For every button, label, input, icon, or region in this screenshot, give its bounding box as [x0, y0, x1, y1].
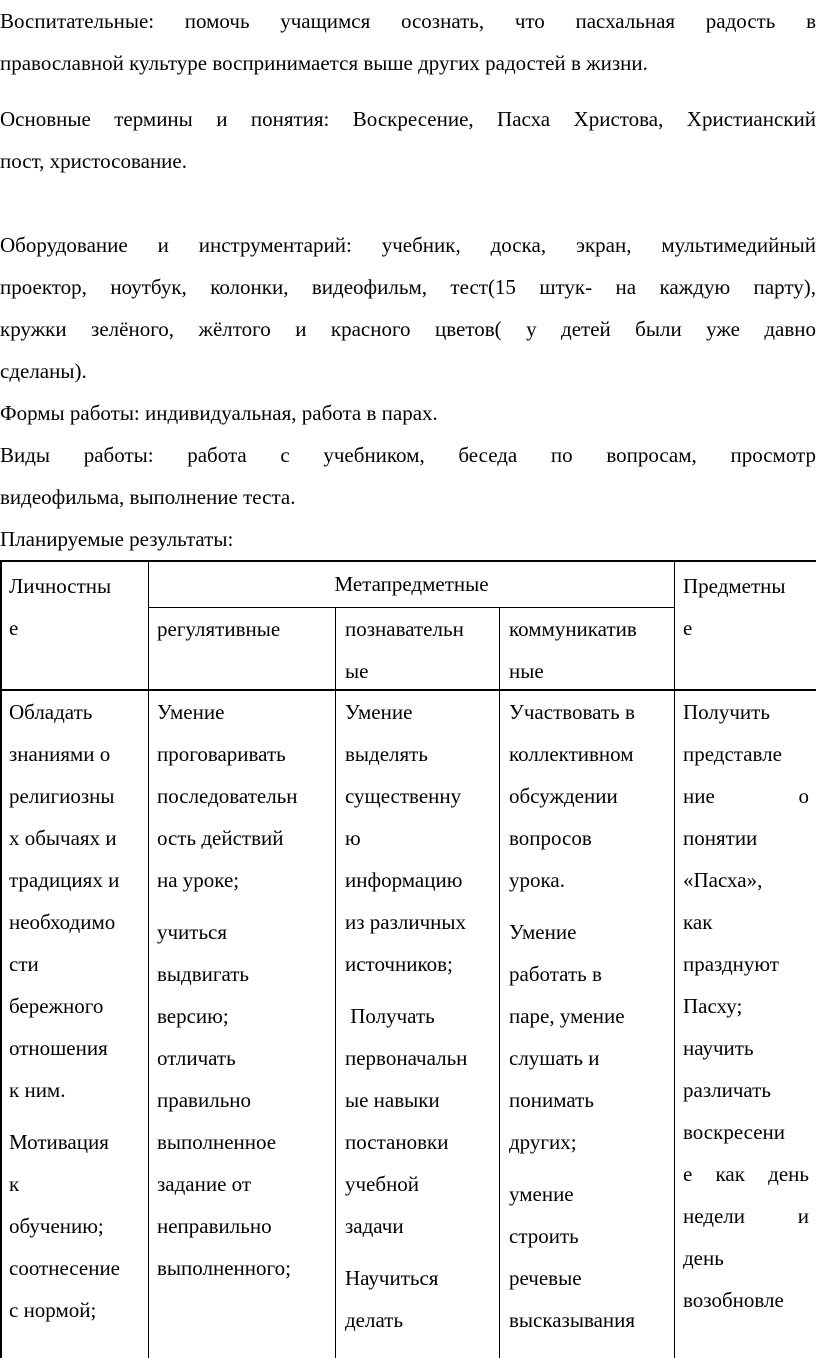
cell-text: ые навыки	[345, 1088, 440, 1112]
cell-regulative	[157, 691, 334, 1289]
header-text: Предметны	[683, 574, 786, 598]
cell-text: первоначальн	[345, 1046, 468, 1070]
cell-text: источников;	[345, 952, 453, 976]
cell-text: обсуждении	[509, 784, 618, 808]
text-line: видеофильма, выполнение теста.	[0, 485, 296, 509]
cell-text: последовательн	[157, 784, 298, 808]
table-border-col4	[674, 560, 675, 1358]
text-line: пост, христосование.	[0, 149, 187, 173]
cell-text: Получать	[345, 1004, 435, 1028]
paragraph-equipment	[0, 224, 816, 392]
cell-text: делать	[345, 1308, 404, 1332]
paragraph-educational	[0, 0, 816, 84]
table-border-top	[0, 560, 816, 562]
cell-text: воскресени	[683, 1120, 786, 1144]
cell-text: Научиться	[345, 1266, 439, 1290]
cell-text: существенну	[345, 784, 462, 808]
cell-text: понимать	[509, 1088, 594, 1112]
cell-text: е как день	[683, 1162, 809, 1186]
cell-text: задание от	[157, 1172, 252, 1196]
cell-text: информацию	[345, 868, 463, 892]
cell-text: Мотивация	[9, 1130, 109, 1154]
header-text: ные	[509, 659, 544, 683]
text-line: Воспитательные: помочь учащимся осознать, что пасхальная радость в	[0, 9, 816, 33]
cell-text: задачи	[345, 1214, 404, 1238]
cell-text: соотнесение	[9, 1256, 120, 1280]
cell-text: из различных	[345, 910, 467, 934]
cell-text: паре, умение	[509, 1004, 625, 1028]
cell-text: умение	[509, 1182, 574, 1206]
paragraph-planned-results	[0, 518, 816, 560]
cell-text: религиозны	[9, 784, 115, 808]
cell-text: празднуют	[683, 952, 779, 976]
text-line: Виды работы: работа с учебником, беседа по вопросам, просмотр	[0, 443, 816, 467]
table-border-col2	[335, 607, 336, 1358]
cell-subject	[683, 691, 809, 1321]
paragraph-terms	[0, 98, 816, 182]
cell-text: ость действий	[157, 826, 284, 850]
cell-text: коллективном	[509, 742, 634, 766]
cell-text: на уроке;	[157, 868, 240, 892]
cell-text: слушать и	[509, 1046, 600, 1070]
text-line: кружки зелёного, жёлтого и красного цветов( у детей были уже давно	[0, 317, 816, 341]
cell-text: с нормой;	[9, 1298, 97, 1322]
cell-text: Умение	[345, 700, 413, 724]
cell-text: недели и	[683, 1204, 809, 1228]
header-text: регулятивные	[157, 617, 281, 641]
cell-text: урока.	[509, 868, 565, 892]
table-border-left	[0, 560, 2, 1358]
cell-text: выделять	[345, 742, 428, 766]
cell-text: к ним.	[9, 1078, 66, 1102]
header-meta	[149, 563, 674, 605]
header-personal	[9, 565, 145, 649]
cell-text: отношения	[9, 1036, 108, 1060]
cell-text: неправильно	[157, 1214, 272, 1238]
cell-text: к	[9, 1172, 20, 1196]
header-text: е	[683, 616, 693, 640]
cell-text: х обычаях и	[9, 826, 117, 850]
cell-text: ние о	[683, 784, 809, 808]
results-table	[0, 560, 816, 1358]
cell-text: высказывания	[509, 1308, 636, 1332]
cell-text: Обладать	[9, 700, 93, 724]
cell-text: бережного	[9, 994, 104, 1018]
header-subject	[683, 565, 816, 649]
cell-text: день	[683, 1246, 724, 1270]
cell-text: представле	[683, 742, 782, 766]
cell-text: строить	[509, 1224, 579, 1248]
header-text: познавательн	[345, 617, 464, 641]
cell-text: учиться	[157, 920, 228, 944]
cell-text: работать в	[509, 962, 602, 986]
cell-communicative	[509, 691, 673, 1341]
cell-text: ю	[345, 826, 361, 850]
cell-cognitive	[345, 691, 498, 1341]
cell-text: выполненное	[157, 1130, 277, 1154]
cell-text: сти	[9, 952, 39, 976]
cell-text: Получить	[683, 700, 770, 724]
text-line: проектор, ноутбук, колонки, видеофильм, тест(15 штук- на каждую парту),	[0, 275, 816, 299]
header-text: ые	[345, 659, 369, 683]
cell-text: обучению;	[9, 1214, 104, 1238]
header-cognitive	[345, 608, 497, 692]
cell-text: выдвигать	[157, 962, 250, 986]
cell-personal	[9, 691, 146, 1331]
text-line: Оборудование и инструментарий: учебник, доска, экран, мультимедийный	[0, 233, 816, 257]
cell-text: Умение	[157, 700, 225, 724]
cell-text: отличать	[157, 1046, 236, 1070]
cell-text: традициях и	[9, 868, 120, 892]
text-line: Формы работы: индивидуальная, работа в парах.	[0, 401, 438, 425]
cell-text: Пасху;	[683, 994, 743, 1018]
cell-text: постановки	[345, 1130, 449, 1154]
cell-text: научить	[683, 1036, 754, 1060]
text-line: Планируемые результаты:	[0, 527, 234, 551]
cell-text: необходимо	[9, 910, 116, 934]
cell-text: правильно	[157, 1088, 252, 1112]
header-text: е	[9, 616, 19, 640]
header-text: Метапредметные	[334, 572, 489, 596]
cell-text: возобновле	[683, 1288, 784, 1312]
cell-text: Участвовать в	[509, 700, 635, 724]
cell-text: выполненного;	[157, 1256, 291, 1280]
cell-text: Умение	[509, 920, 577, 944]
cell-text: учебной	[345, 1172, 420, 1196]
cell-text: «Пасха»,	[683, 868, 763, 892]
cell-text: других;	[509, 1130, 577, 1154]
text-line: Основные термины и понятия: Воскресение, Пасха Христова, Христианский	[0, 107, 816, 131]
header-regulative	[157, 608, 333, 650]
cell-text: знаниями о	[9, 742, 111, 766]
paragraph-work-types	[0, 434, 816, 518]
cell-text: проговаривать	[157, 742, 286, 766]
cell-text: вопросов	[509, 826, 592, 850]
cell-text: как	[683, 910, 713, 934]
header-communicative	[509, 608, 673, 692]
table-border-col3	[499, 607, 500, 1358]
paragraph-work-forms	[0, 392, 816, 434]
table-border-col1	[148, 560, 149, 1358]
header-text: коммуникатив	[509, 617, 637, 641]
cell-text: понятии	[683, 826, 758, 850]
cell-text: версию;	[157, 1004, 229, 1028]
text-line: сделаны).	[0, 359, 87, 383]
text-line: православной культуре воспринимается выше других радостей в жизни.	[0, 51, 648, 75]
header-text: Личностны	[9, 574, 112, 598]
cell-text: различать	[683, 1078, 771, 1102]
cell-text: речевые	[509, 1266, 582, 1290]
